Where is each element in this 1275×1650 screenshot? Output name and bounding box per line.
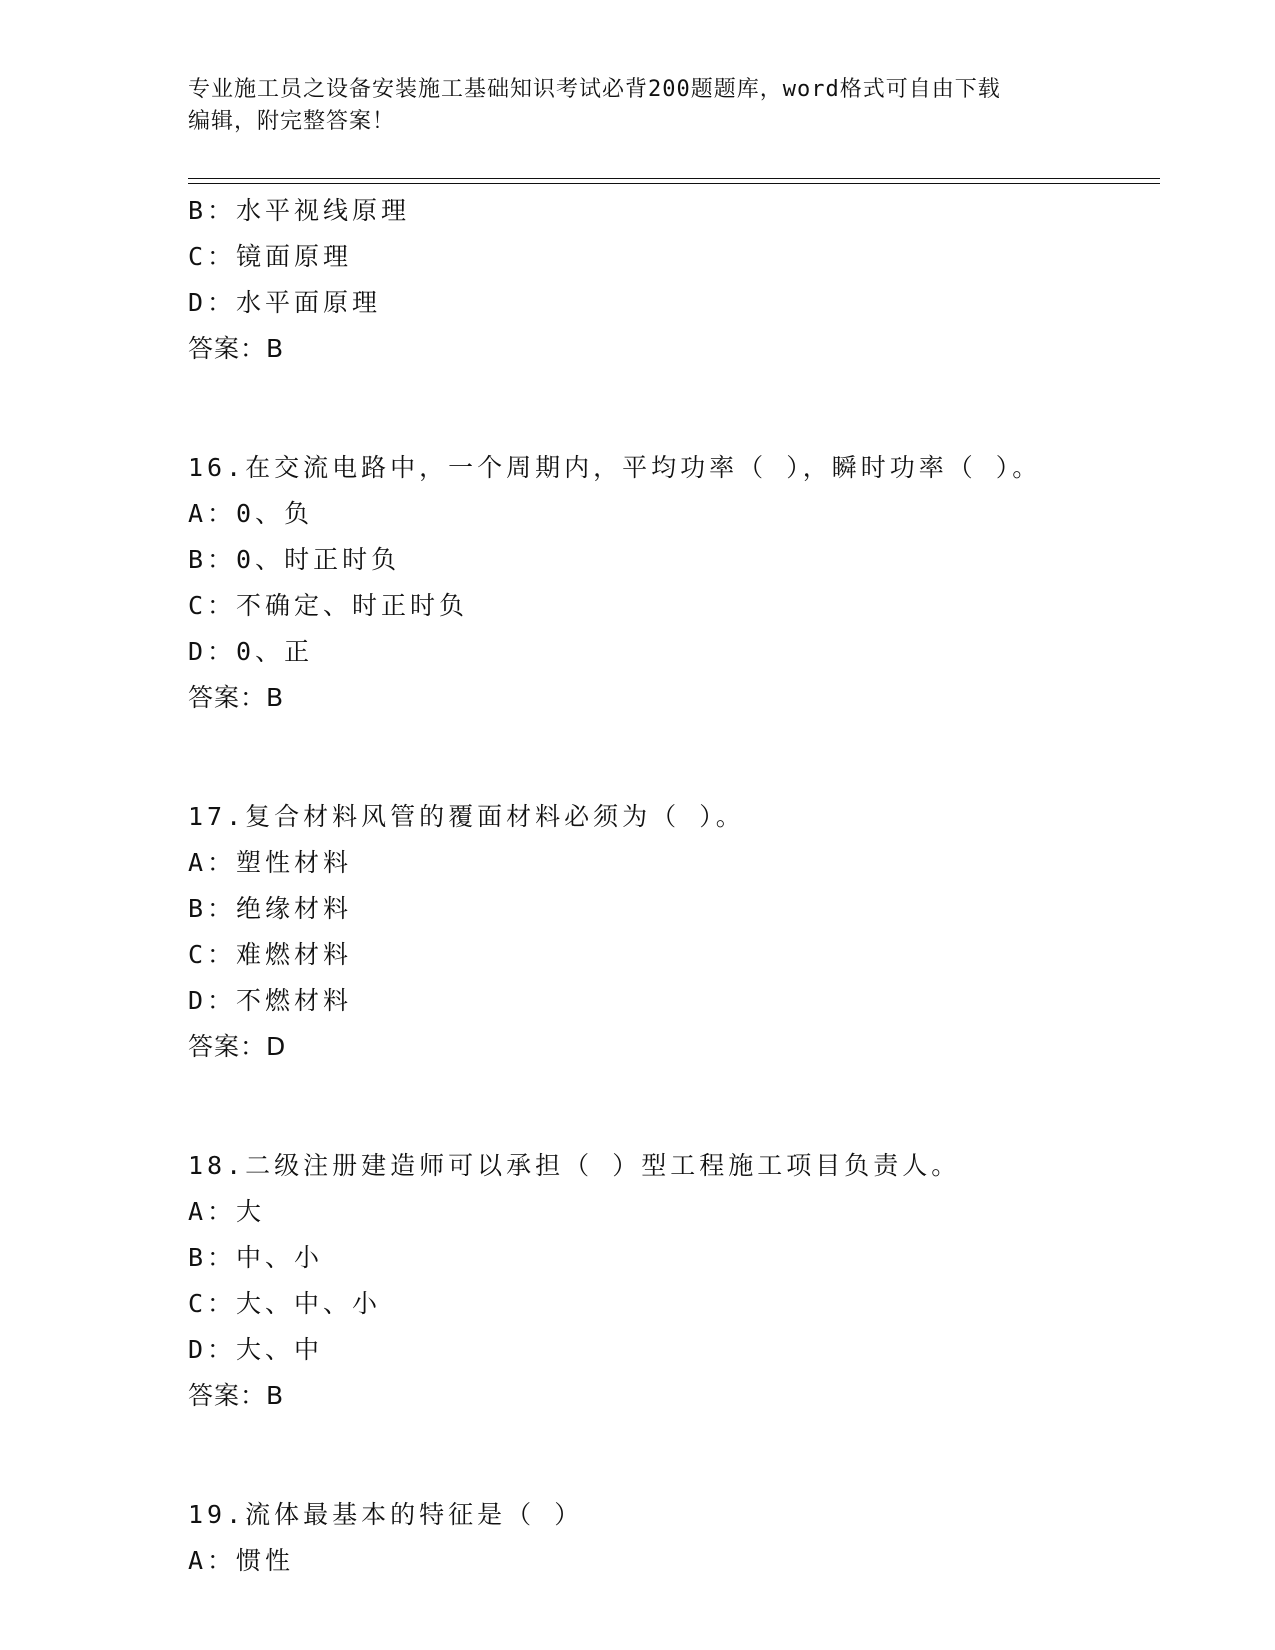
question-17: [188, 794, 1168, 1070]
question-list: [188, 188, 1168, 1584]
option-b: B：水平视线原理: [188, 196, 411, 225]
document-header: [188, 74, 1088, 138]
question-15-continued: [188, 188, 1168, 372]
option-d: D：大、中: [188, 1335, 324, 1364]
option-a: A：大: [188, 1197, 266, 1226]
option-c: C：镜面原理: [188, 242, 353, 271]
header-divider-bottom: [188, 183, 1160, 184]
option-d: D：0、正: [188, 637, 314, 666]
answer-line: 答案：B: [188, 334, 285, 363]
question-16: [188, 445, 1168, 721]
question-stem: 18.二级注册建造师可以承担（ ）型工程施工项目负责人。: [188, 1151, 961, 1180]
option-a: A：惯性: [188, 1546, 295, 1575]
question-stem: 19.流体最基本的特征是（ ）: [188, 1500, 584, 1529]
option-d: D：水平面原理: [188, 288, 382, 317]
option-b: B：中、小: [188, 1243, 324, 1272]
question-19: [188, 1492, 1168, 1584]
answer-line: 答案：B: [188, 1381, 285, 1410]
question-stem: 17.复合材料风管的覆面材料必须为（ ）。: [188, 802, 745, 831]
question-stem: 16.在交流电路中，一个周期内，平均功率（ ），瞬时功率（ ）。: [188, 453, 1042, 482]
option-c: C：难燃材料: [188, 940, 353, 969]
question-spacer: [188, 372, 1168, 445]
question-spacer: [188, 721, 1168, 794]
header-title-line2: 编辑，附完整答案！: [188, 109, 396, 134]
option-b: B：绝缘材料: [188, 894, 353, 923]
header-divider-top: [188, 178, 1160, 179]
question-spacer: [188, 1070, 1168, 1143]
answer-line: 答案：D: [188, 1032, 287, 1061]
answer-line: 答案：B: [188, 683, 285, 712]
header-title-line1: 专业施工员之设备安装施工基础知识考试必背200题题库，word格式可自由下载: [188, 77, 1001, 102]
option-c: C：不确定、时正时负: [188, 591, 469, 620]
question-spacer: [188, 1419, 1168, 1492]
option-b: B：0、时正时负: [188, 545, 401, 574]
option-c: C：大、中、小: [188, 1289, 382, 1318]
question-18: [188, 1143, 1168, 1419]
option-d: D：不燃材料: [188, 986, 353, 1015]
option-a: A：塑性材料: [188, 848, 353, 877]
option-a: A：0、负: [188, 499, 314, 528]
